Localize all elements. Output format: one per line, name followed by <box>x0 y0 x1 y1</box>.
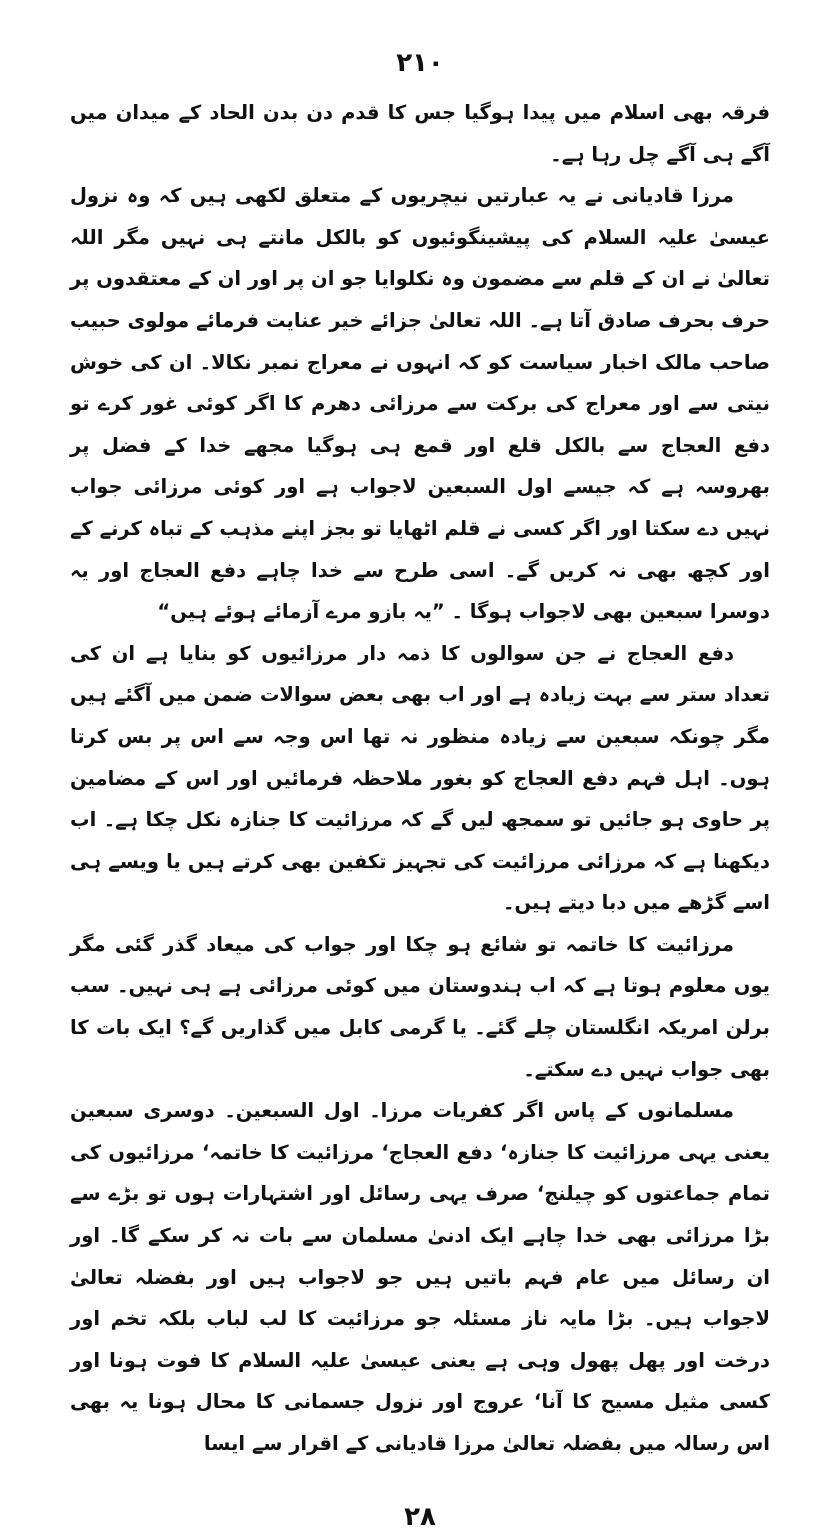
paragraph-1: فرقہ بھی اسلام میں پیدا ہوگیا جس کا قدم دن بدن الحاد کے میدان میں آگے ہی آگے چل رہا ہے۔ <box>70 101 770 166</box>
page-number-bottom: ۲۸ <box>404 1502 436 1532</box>
paragraph-2: مرزا قادیانی نے یہ عبارتیں نیچریوں کے متعلق لکھی ہیں کہ وہ نزول عیسیٰ علیہ السلام کی پیشینگوئیوں کو بالکل مانتے ہی نہیں مگر اللہ تعالیٰ نے ان کے قلم سے مضمون وہ نکلوایا جو ان پر اور ان کے معتقدوں پر حرف بحرف صادق آتا ہے۔ اللہ تعالیٰ جزائے خیر عنایت فرمائے مولوی حبیب صاحب مالک اخبار سیاست کو کہ انہوں نے معراج نمبر نکالا۔ ان کی خوش نیتی سے اور معراج کی برکت سے مرزائی دھرم کا اگر کوئی غور کرے تو دفع العجاج سے بالکل قلع اور قمع ہی ہوگیا مجھے خدا کے فضل پر بھروسہ ہے کہ جیسے اول السبعین لاجواب ہے اور کوئی مرزائی جواب نہیں دے سکتا اور اگر کسی نے قلم اٹھایا تو بجز اپنے مذہب کے تباہ کرنے کے اور کچھ بھی نہ کریں گے۔ اسی طرح سے خدا چاہے دفع العجاج اور یہ دوسرا سبعین بھی لاجواب ہوگا ۔ ”یہ بازو مرے آزمائے ہوئے ہیں“ <box>70 184 770 624</box>
paragraph-5: مسلمانوں کے پاس اگر کفریات مرزا۔ اول السبعین۔ دوسری سبعین یعنی یہی مرزائیت کا جنازہ‘ دفع العجاج‘ مرزائیت کا خاتمہ‘ مرزائیوں کی تمام جماعتوں کو چیلنج‘ صرف یہی رسائل اور اشتہارات ہوں تو بڑے سے بڑا مرزائی بھی خدا چاہے ایک ادنیٰ مسلمان سے بات نہ کر سکے گا۔ اور ان رسائل میں عام فہم باتیں ہیں جو لاجواب ہیں اور بفضلہ تعالیٰ لاجواب ہیں۔ بڑا مایہ ناز مسئلہ جو مرزائیت کا لب لباب بلکہ تخم اور درخت اور پھل پھول وہی ہے یعنی عیسیٰ علیہ السلام کا فوت ہونا اور کسی مثیل مسیح کا آنا‘ عروج اور نزول جسمانی کا محال ہونا یہ بھی اس رسالہ میں بفضلہ تعالیٰ مرزا قادیانی کے اقرار سے ایسا <box>70 1099 770 1455</box>
paragraph-4: مرزائیت کا خاتمہ تو شائع ہو چکا اور جواب کی میعاد گذر گئی مگر یوں معلوم ہوتا ہے کہ اب ہندوستان میں کوئی مرزائی ہے ہی نہیں۔ سب برلن امریکہ انگلستان چلے گئے۔ یا گرمی کابل میں گذاریں گے؟ ایک بات کا بھی جواب نہیں دے سکتے۔ <box>70 932 770 1081</box>
page-number-top: ۲۱۰ <box>396 48 444 78</box>
page-body <box>70 92 770 1465</box>
paragraph-3: دفع العجاج نے جن سوالوں کا ذمہ دار مرزائیوں کو بنایا ہے ان کی تعداد ستر سے بہت زیادہ ہے اور اب بھی بعض سوالات ضمن میں آگئے ہیں مگر چونکہ سبعین سے زیادہ منظور نہ تھا اس وجہ سے اس پر بس کرتا ہوں۔ اہل فہم دفع العجاج کو بغور ملاحظہ فرمائیں اور اس کے مضامین پر حاوی ہو جائیں تو سمجھ لیں گے کہ مرزائیت کا جنازہ نکل چکا ہے۔ اب دیکھنا ہے کہ مرزائی مرزائیت کی تجہیز تکفین بھی کرتے ہیں یا ویسے ہی اسے گڑھے میں دبا دیتے ہیں۔ <box>70 641 770 915</box>
